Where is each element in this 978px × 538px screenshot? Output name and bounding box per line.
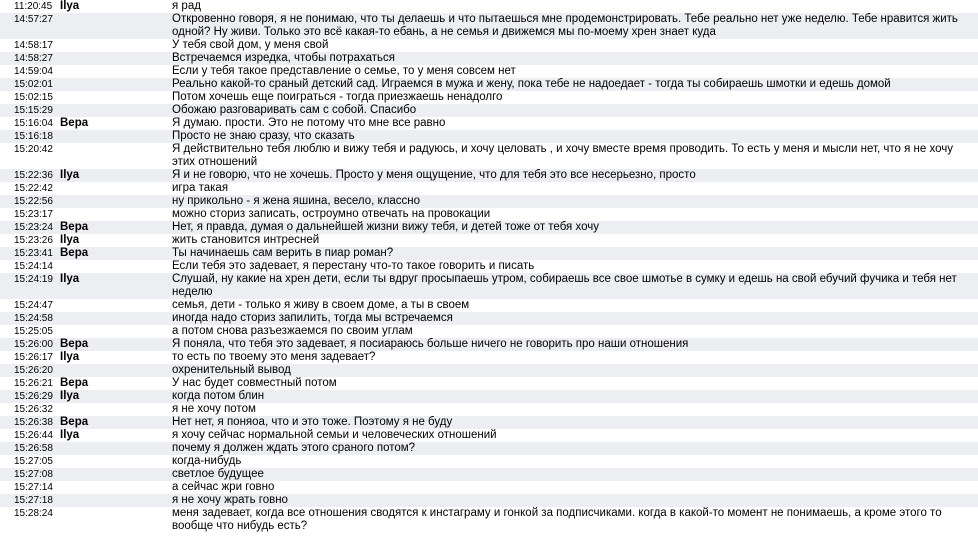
message-sender: Ilya: [60, 169, 80, 181]
message-sender: Ilya: [60, 429, 80, 441]
message-row: [0, 195, 978, 208]
message-timestamp: 14:58:27: [14, 53, 53, 64]
message-text: Я думаю. прости. Это не потому что мне все равно: [172, 117, 446, 129]
message-timestamp: 14:59:04: [14, 66, 53, 77]
message-row: [0, 117, 978, 130]
message-row: [0, 364, 978, 377]
message-text: меня задевает, когда все отношения сводятся к инстаграму и гонкой за подписчиками. когда в какой-то момент не понимаешь, а кроме этого то вообще что нибудь есть?: [172, 507, 942, 532]
message-row: [0, 338, 978, 351]
message-row: [0, 377, 978, 390]
message-text: Если тебя это задевает, я перестану что-то такое говорить и писать: [172, 260, 535, 272]
message-timestamp: 15:27:08: [14, 469, 53, 480]
message-sender: Ilya: [60, 273, 80, 285]
message-row: [0, 325, 978, 338]
message-text: я хочу сейчас нормальной семьи и человеческих отношений: [172, 429, 497, 441]
message-row: [0, 52, 978, 65]
message-timestamp: 15:23:17: [14, 209, 53, 220]
message-row: [0, 390, 978, 403]
message-sender: Вера: [60, 247, 89, 259]
message-row: [0, 403, 978, 416]
message-row: [0, 468, 978, 481]
message-timestamp: 15:28:24: [14, 508, 53, 519]
message-row: [0, 299, 978, 312]
message-timestamp: 15:22:36: [14, 170, 53, 181]
message-timestamp: 15:25:05: [14, 326, 53, 337]
message-timestamp: 15:23:24: [14, 222, 53, 233]
message-timestamp: 15:26:44: [14, 430, 53, 441]
message-sender: Вера: [60, 416, 89, 428]
message-timestamp: 15:24:47: [14, 300, 53, 311]
message-text: светлое будущее: [172, 468, 264, 480]
message-text: я рад: [172, 0, 201, 12]
message-timestamp: 11:20:45: [14, 1, 53, 12]
message-sender: Вера: [60, 338, 89, 350]
message-timestamp: 15:22:56: [14, 196, 53, 207]
message-row: [0, 39, 978, 52]
message-timestamp: 15:26:20: [14, 365, 53, 376]
message-timestamp: 15:24:19: [14, 274, 53, 285]
message-row: [0, 273, 978, 299]
message-row: [0, 13, 978, 39]
message-text: У тебя свой дом, у меня свой: [172, 39, 329, 51]
message-timestamp: 15:24:14: [14, 261, 53, 272]
message-text: Я действительно тебя люблю и вижу тебя и радуюсь, и хочу целовать , и хочу вместе время проводить. То есть у меня и мысли нет, что я не хочу этих отношений: [172, 143, 953, 168]
message-row: [0, 260, 978, 273]
message-text: Потом хочешь еще поиграться - тогда приезжаешь ненадолго: [172, 91, 503, 103]
message-timestamp: 15:16:04: [14, 118, 53, 129]
message-text: Реально какой-то сраный детский сад. Играемся в мужа и жену, пока тебе не надоедает - тогда ты собираешь шмотки и едешь домой: [172, 78, 891, 90]
message-text: семья, дети - только я живу в своем доме, а ты в своем: [172, 299, 470, 311]
message-timestamp: 15:26:58: [14, 443, 53, 454]
message-timestamp: 15:20:42: [14, 144, 53, 155]
message-text: когда потом блин: [172, 390, 265, 402]
message-timestamp: 15:27:14: [14, 482, 53, 493]
message-timestamp: 15:26:29: [14, 391, 53, 402]
message-sender: Ilya: [60, 0, 80, 12]
message-sender: Ilya: [60, 390, 80, 402]
message-text: Если у тебя такое представление о семье, то у меня совсем нет: [172, 65, 516, 77]
message-row: [0, 416, 978, 429]
message-text: Я поняла, что тебя это задевает, я посиараюсь больше ничего не говорить про наши отношения: [172, 338, 689, 350]
message-timestamp: 15:26:38: [14, 417, 53, 428]
message-timestamp: 14:57:27: [14, 14, 53, 25]
message-row: [0, 351, 978, 364]
message-text: Откровенно говоря, я не понимаю, что ты делаешь и что пытаешься мне продемонстрировать. Тебе реально нет уже неделю. Тебе нравится жить одной? Ну живи. Только это всё какая-то ебань, а не семья и движемся мы по-моему хрен знает куда: [172, 13, 958, 38]
message-timestamp: 15:27:18: [14, 495, 53, 506]
message-row: [0, 65, 978, 78]
message-text: можно сториз записать, остроумно отвечать на провокации: [172, 208, 491, 220]
message-row: [0, 507, 978, 533]
message-timestamp: 15:23:41: [14, 248, 53, 259]
message-text: Нет, я правда, думая о дальнейшей жизни вижу тебя, и детей тоже от тебя хочу: [172, 221, 599, 233]
message-row: [0, 429, 978, 442]
message-text: ну прикольно - я жена яшина, весело, классно: [172, 195, 421, 207]
message-timestamp: 15:26:17: [14, 352, 53, 363]
message-text: когда-нибудь: [172, 455, 242, 467]
message-text: Ты начинаешь сам верить в пиар роман?: [172, 247, 394, 259]
message-row: [0, 221, 978, 234]
message-row: [0, 143, 978, 169]
message-sender: Ilya: [60, 351, 80, 363]
message-text: Обожаю разговаривать сам с собой. Спасибо: [172, 104, 417, 116]
message-row: [0, 312, 978, 325]
message-text: а сейчас жри говно: [172, 481, 275, 493]
message-row: [0, 481, 978, 494]
message-row: [0, 208, 978, 221]
message-sender: Ilya: [60, 234, 80, 246]
message-timestamp: 15:23:26: [14, 235, 53, 246]
message-text: Я и не говорю, что не хочешь. Просто у меня ощущение, что для тебя это все несерьезно, просто: [172, 169, 696, 181]
message-text: иногда надо сториз запилить, тогда мы встречаемся: [172, 312, 453, 324]
message-row: [0, 169, 978, 182]
message-row: [0, 234, 978, 247]
message-text: охренительный вывод: [172, 364, 291, 376]
message-timestamp: 15:26:00: [14, 339, 53, 350]
message-text: У нас будет совместный потом: [172, 377, 337, 389]
message-row: [0, 91, 978, 104]
message-sender: Вера: [60, 377, 89, 389]
message-timestamp: 15:15:29: [14, 105, 53, 116]
message-sender: Вера: [60, 117, 89, 129]
message-text: жить становится интресней: [172, 234, 320, 246]
message-text: я не хочу потом: [172, 403, 256, 415]
message-timestamp: 14:58:17: [14, 40, 53, 51]
message-timestamp: 15:02:01: [14, 79, 53, 90]
message-row: [0, 494, 978, 507]
message-row: [0, 182, 978, 195]
message-text: Просто не знаю сразу, что сказать: [172, 130, 355, 142]
message-row: [0, 442, 978, 455]
message-row: [0, 247, 978, 260]
message-text: то есть по твоему это меня задевает?: [172, 351, 376, 363]
message-row: [0, 104, 978, 117]
message-timestamp: 15:24:58: [14, 313, 53, 324]
message-timestamp: 15:26:32: [14, 404, 53, 415]
message-row: [0, 78, 978, 91]
message-text: а потом снова разъезжаемся по своим углам: [172, 325, 413, 337]
message-row: [0, 0, 978, 13]
message-sender: Вера: [60, 221, 89, 233]
message-timestamp: 15:16:18: [14, 131, 53, 142]
message-text: Нет нет, я поняоа, что и это тоже. Поэтому я не буду: [172, 416, 453, 428]
message-row: [0, 455, 978, 468]
message-row: [0, 130, 978, 143]
message-text: Встречаемся изредка, чтобы потрахаться: [172, 52, 395, 64]
message-text: я не хочу жрать говно: [172, 494, 288, 506]
message-text: игра такая: [172, 182, 229, 194]
message-timestamp: 15:26:21: [14, 378, 53, 389]
message-text: Слушай, ну какие на хрен дети, если ты вдруг просыпаешь утром, собираешь все свое шмотье в сумку и едешь на свой ебучий фучика и тебя нет неделю: [172, 273, 957, 298]
message-timestamp: 15:22:42: [14, 183, 53, 194]
message-text: почему я должен ждать этого сраного потом?: [172, 442, 416, 454]
message-timestamp: 15:02:15: [14, 92, 53, 103]
message-timestamp: 15:27:05: [14, 456, 53, 467]
